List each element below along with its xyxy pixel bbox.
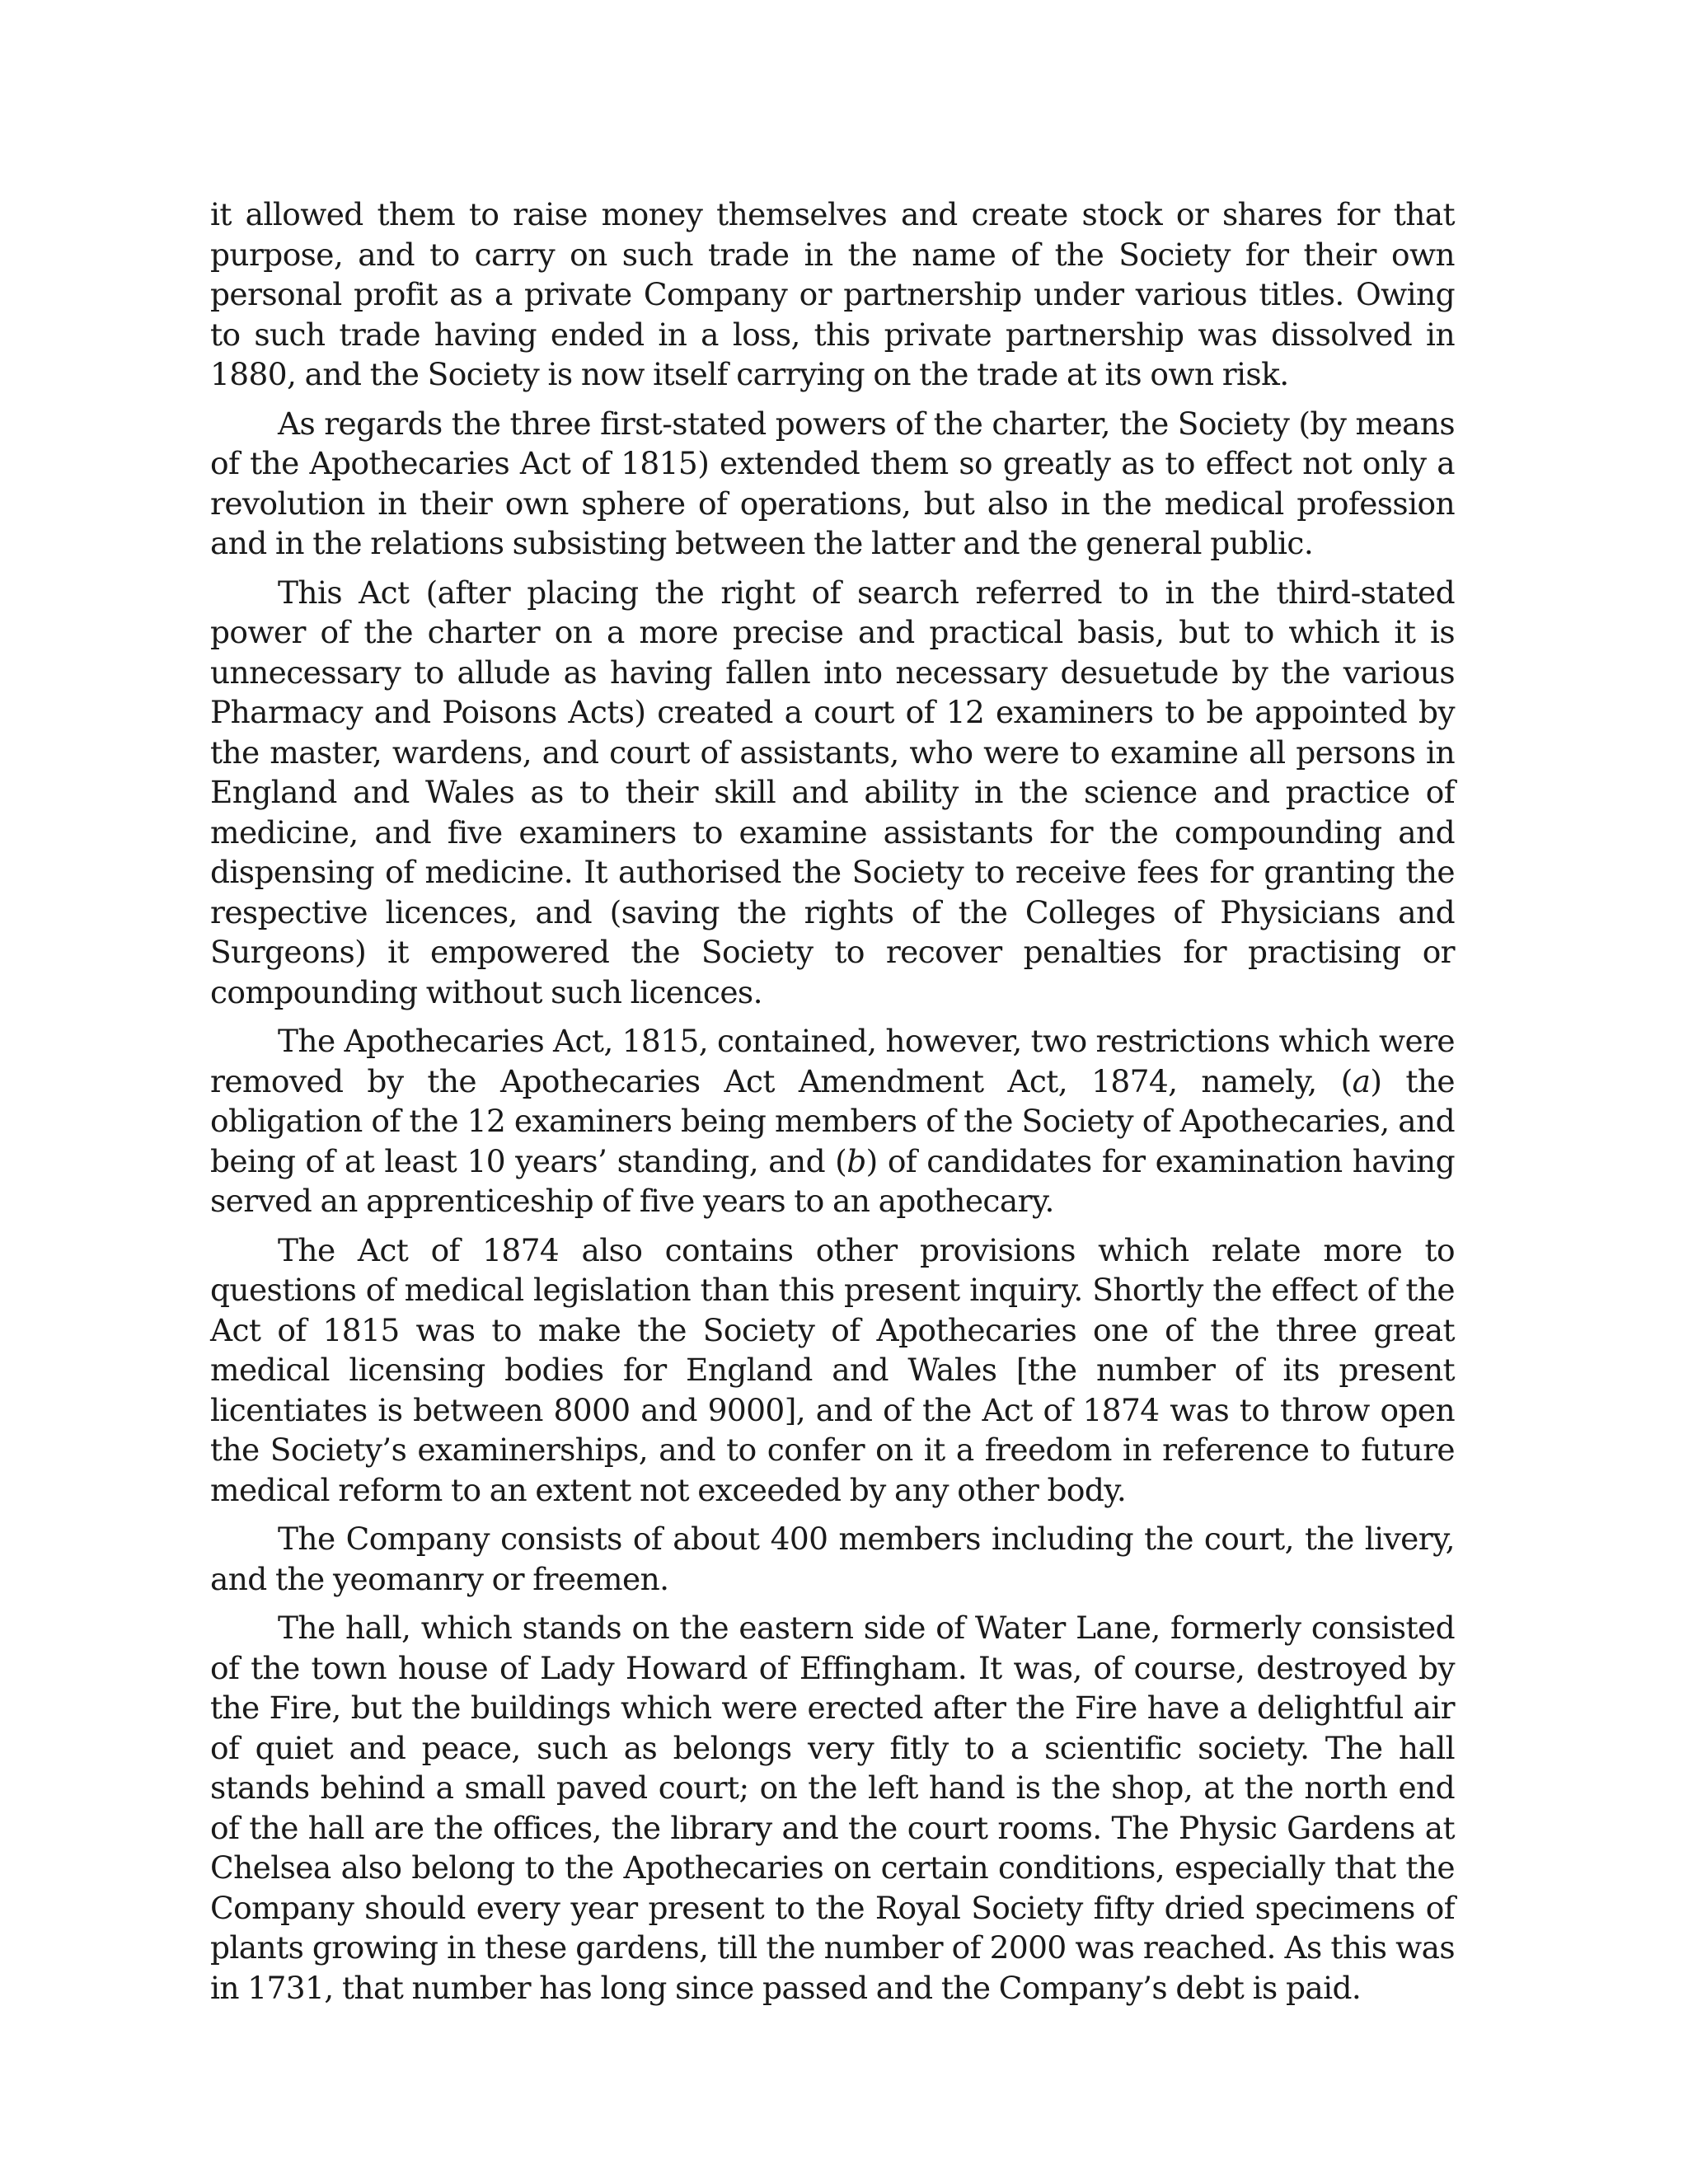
paragraph-text: The Act of 1874 also contains other provisions which relate more to questions of medical legislation than this present inquiry. Shortly the effect of the Act of 1815 was to make the Society of Apothecaries one of the three great medical licensing bodies for England and Wales [the number of its present licentiates is between 8000 and 9000], and of the Act of 1874 was to throw open the Society’s examinerships, and to confer on it a freedom in reference to future medical reform to an extent not exceeded by any other body. xyxy=(210,1231,1455,1508)
paragraph-company-members xyxy=(210,1519,1455,1599)
italic-letter-b: b xyxy=(846,1142,866,1179)
paragraph-text: As regards the three first-stated powers of the charter, the Society (by means of the Apothecaries Act of 1815) extended them so greatly as to effect not only a revolution in their own sphere of operations, but also in the medical profession and in the relations subsisting between the latter and the general public. xyxy=(210,405,1455,561)
paragraph-text: This Act (after placing the right of search referred to in the third-stated power of the charter on a more precise and practical basis, but to which it is unnecessary to allude as having fallen into necessary desuetude by the various Pharmacy and Poisons Acts) created a court of 12 examiners to be appointed by the master, wardens, and court of assistants, who were to examine all persons in England and Wales as to their skill and ability in the science and practice of medicine, and five examiners to examine assistants for the compounding and dispensing of medicine. It authorised the Society to receive fees for granting the respective licences, and (saving the rights of the Colleges of Physicians and Surgeons) it empowered the Society to recover penalties for practising or compounding without such licences. xyxy=(210,574,1455,1010)
paragraph-text: ) of candidates for examination having served an apprenticeship of five years to an apothecary. xyxy=(210,1142,1456,1219)
paragraph-text: The Company consists of about 400 members including the court, the livery, and the yeomanry or freemen. xyxy=(210,1521,1455,1597)
document-page xyxy=(210,194,1455,2017)
paragraph-restrictions xyxy=(210,1021,1455,1221)
paragraph-act-1874 xyxy=(210,1230,1455,1511)
paragraph-examiners-act xyxy=(210,573,1455,1013)
paragraph-text: it allowed them to raise money themselves and create stock or shares for that purpose, and to carry on such trade in the name of the Society for their own personal profit as a private Company or partnership under various titles. Owing to such trade having ended in a loss, this private partnership was dissolved in 1880, and the Society is now itself carrying on the trade at its own risk. xyxy=(210,196,1455,392)
italic-letter-a: a xyxy=(1352,1062,1371,1099)
paragraph-text: ) the obligation of the 12 examiners being members of the Society of Apothecaries, and being of at least 10 years’ standing, and ( xyxy=(210,1062,1455,1179)
paragraph-trade-partnership xyxy=(210,194,1455,395)
paragraph-charter-powers xyxy=(210,404,1455,564)
paragraph-text: The Apothecaries Act, 1815, contained, however, two restrictions which were removed by the Apothecaries Act Amendment Act, 1874, namely, ( xyxy=(210,1023,1455,1099)
paragraph-hall xyxy=(210,1608,1455,2008)
paragraph-text: The hall, which stands on the eastern side of Water Lane, formerly consisted of the town house of Lady Howard of Effingham. It was, of course, destroyed by the Fire, but the buildings which were erected after the Fire have a delightful air of quiet and peace, such as belongs very fitly to a scientific society. The hall stands behind a small paved court; on the left hand is the shop, at the north end of the hall are the offices, the library and the court rooms. The Physic Gardens at Chelsea also belong to the Apothecaries on certain conditions, especially that the Company should every year present to the Royal Society fifty dried specimens of plants growing in these gardens, till the number of 2000 was reached. As this was in 1731, that number has long since passed and the Company’s debt is paid. xyxy=(210,1610,1455,2006)
